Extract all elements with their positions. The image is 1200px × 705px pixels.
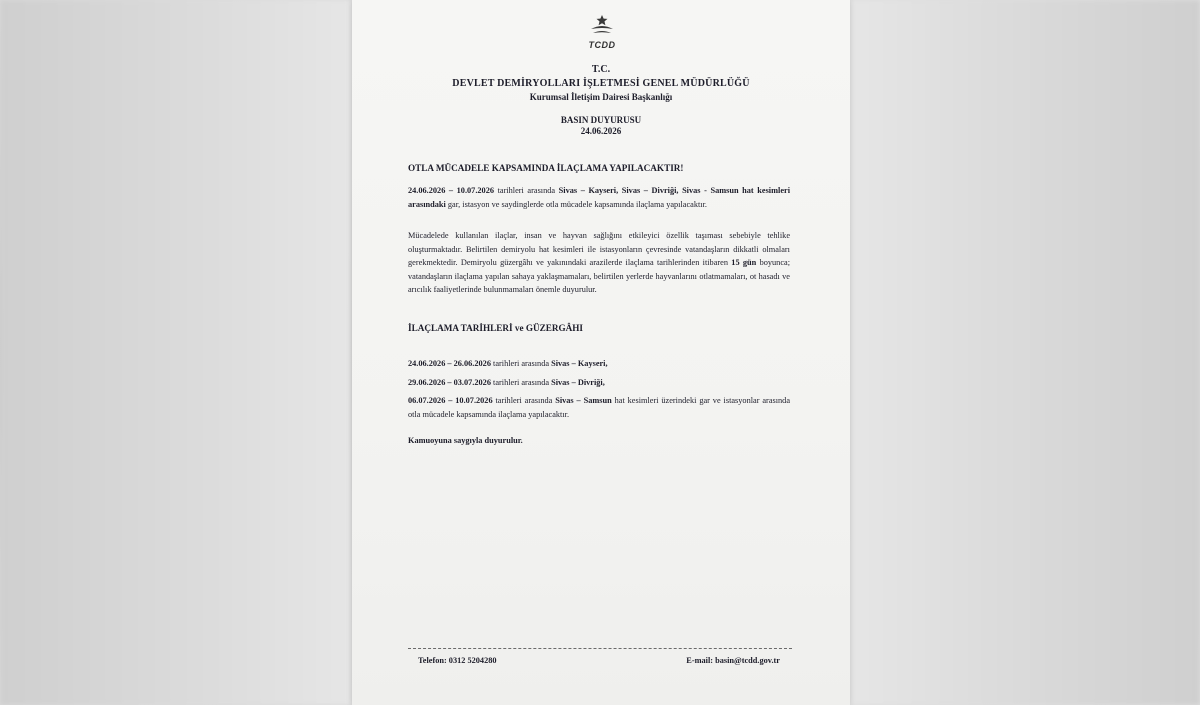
intro-date-range: 24.06.2026 – 10.07.2026 [408, 186, 494, 195]
header-organization: DEVLET DEMİRYOLLARI İŞLETMESİ GENEL MÜDÜRLÜĞÜ [452, 78, 750, 89]
route-name: Sivas – Kayseri, [551, 359, 608, 368]
route-dates: 06.07.2026 – 10.07.2026 [408, 396, 493, 405]
blurred-left-background [0, 0, 352, 705]
press-release-document [352, 0, 850, 705]
header-department: Kurumsal İletişim Dairesi Başkanlığı [529, 92, 673, 102]
star-crescent-icon [587, 12, 617, 42]
route-item [408, 376, 790, 390]
footer-divider [408, 648, 792, 649]
header-tc: T.C. [591, 64, 611, 75]
announcement-title: BASIN DUYURUSU [560, 115, 642, 125]
headline: OTLA MÜCADELE KAPSAMINDA İLAÇLAMA YAPILACAKTIR! [408, 163, 684, 173]
closing-line: Kamuoyuna saygıyla duyurulur. [408, 436, 523, 445]
warning-duration: 15 gün [731, 258, 757, 267]
warning-text-2: boyunca; vatandaşların ilaçlama yapılan sahaya yaklaşmamaları, belirtilen yerlerde hayvanlarını otlatmamaları, ot hasadı ve arıcılık faaliyetlerinde bulunmamaları önemle duyurulur. [408, 258, 790, 294]
route-name: Sivas – Divriği, [551, 378, 605, 387]
route-item [408, 394, 790, 421]
route-dates: 29.06.2026 – 03.07.2026 [408, 378, 491, 387]
route-connector: tarihleri arasında [490, 378, 552, 387]
warning-text-1: Mücadelede kullanılan ilaçlar, insan ve hayvan sağlığını etkileyici özellik taşıması sebebiyle tehlike oluşturmaktadır. Belirtilen demiryolu hat kesimleri ile istasyonların çevresinde vatandaşların dikkatli olmaları gerekmektedir. Demiryolu güzergâhı ve yakınındaki arazilerde ilaçlama tarihlerinden itibaren [408, 231, 790, 267]
route-connector: tarihleri arasında [490, 359, 552, 368]
intro-routes: Sivas – Kayseri, Sivas – Divriği, Sivas - Samsun hat kesimleri arasındaki [408, 186, 791, 209]
blurred-right-background [848, 0, 1200, 705]
intro-text-2: gar, istasyon ve saydinglerde otla mücadele kapsamında ilaçlama yapılacaktır. [445, 199, 707, 209]
route-name: Sivas – Samsun [555, 396, 612, 405]
announcement-date: 24.06.2026 [580, 126, 622, 136]
paragraph-intro [408, 184, 790, 211]
route-detail: hat kesimleri üzerindeki gar ve istasyonlar arasında otla mücadele kapsamında ilaçlama yapılacaktır. [408, 396, 791, 419]
footer-email: E-mail: basin@tcdd.gov.tr [686, 656, 780, 665]
intro-text-1: tarihleri arasında [494, 186, 559, 195]
logo-text: TCDD [588, 40, 616, 50]
paragraph-warning [408, 229, 790, 297]
section-title: İLAÇLAMA TARİHLERİ ve GÜZERGÂHI [408, 323, 584, 333]
route-connector: tarihleri arasında [492, 396, 556, 405]
tcdd-logo [582, 12, 622, 56]
route-dates: 24.06.2026 – 26.06.2026 [408, 359, 491, 368]
route-item [408, 357, 790, 371]
footer-phone: Telefon: 0312 5204280 [418, 656, 497, 665]
